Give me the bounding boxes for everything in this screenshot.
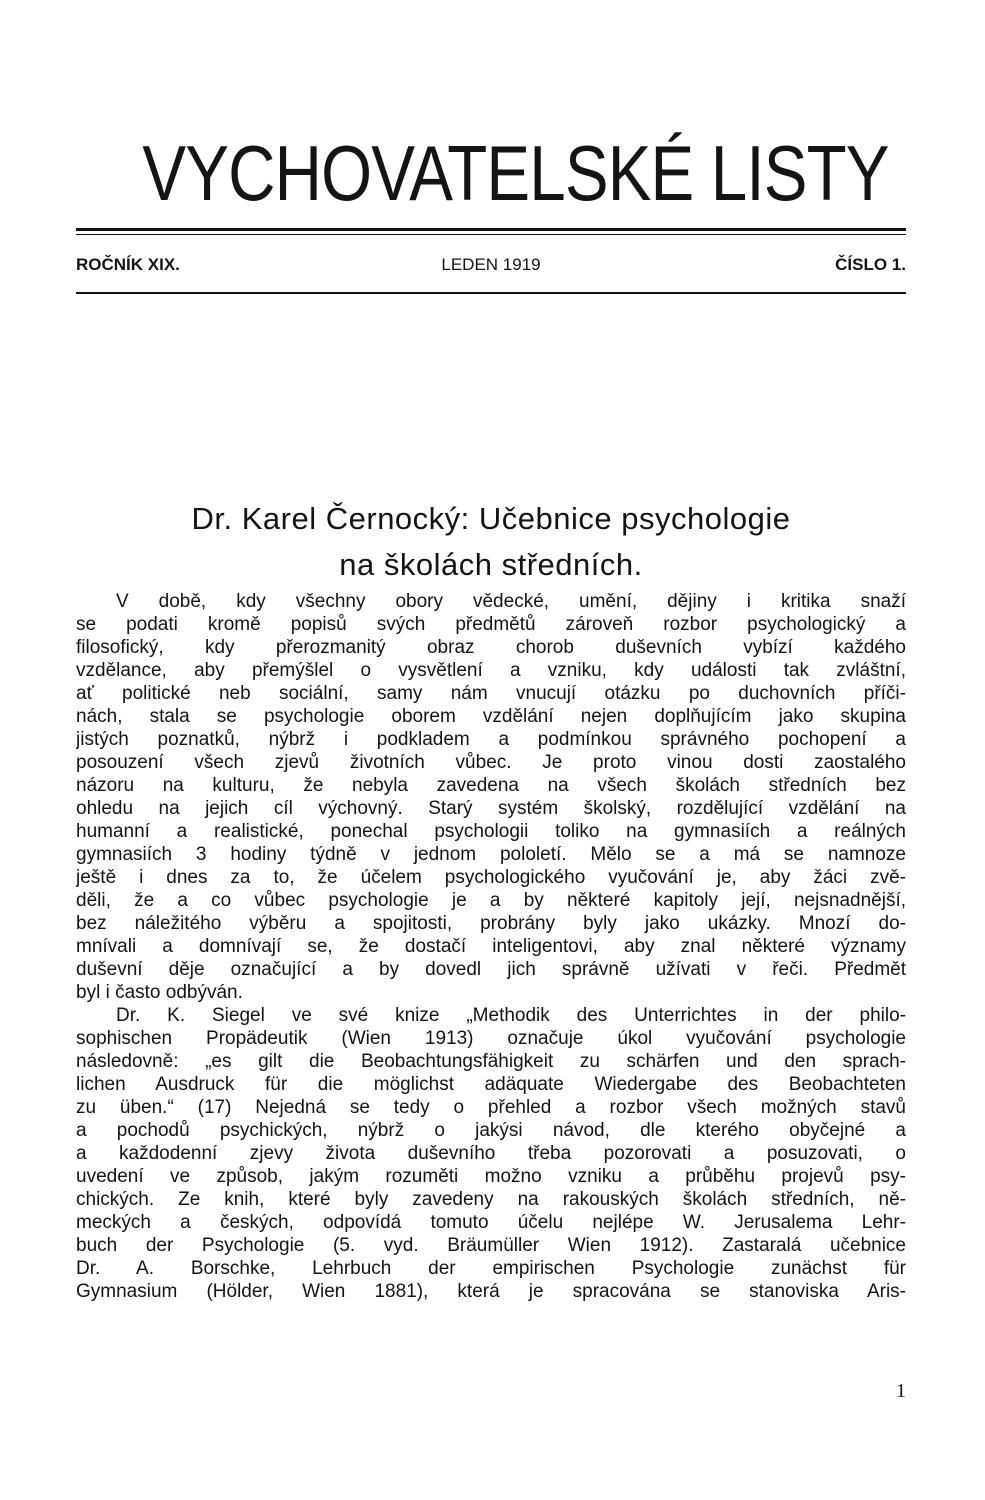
masthead-rule-thin — [76, 234, 906, 235]
article-title-line: na školách středních. — [339, 547, 643, 582]
issue-line-rule — [76, 292, 906, 294]
issue-line — [76, 255, 906, 279]
article-body — [76, 590, 906, 1303]
text-line: gymnasiích 3 hodiny týdně v jednom pololetí. Mělo se a má se namnoze — [76, 844, 906, 865]
text-line: ohledu na jejich cíl výchovný. Starý systém školský, rozdělující vzdělání na — [76, 798, 906, 819]
text-line: zu üben.“ (17) Nejedná se tedy o přehled a rozbor všech možných stavů — [76, 1097, 906, 1118]
page-number: 1 — [896, 1380, 906, 1402]
text-line: chických. Ze knih, které byly zavedeny na rakouských školách středních, ně- — [76, 1189, 906, 1210]
text-line: meckých a českých, odpovídá tomuto účelu nejlépe W. Jerusalema Lehr- — [76, 1212, 906, 1233]
text-line: duševní děje označující a by dovedl jich správně užívati v řeči. Předmět — [76, 959, 906, 980]
volume-number: ROČNÍK XIX. — [76, 255, 180, 274]
text-line: vzdělance, aby přemýšlel o vysvětlení a vzniku, kdy události tak zvláštní, — [76, 660, 906, 681]
text-line: ještě i dnes za to, že účelem psychologického vyučování je, aby žáci zvě- — [76, 867, 906, 888]
text-line: sophischen Propädeutik (Wien 1913) označuje úkol vyučování psychologie — [76, 1028, 906, 1049]
journal-title: VYCHOVATELSKÉ LISTY — [142, 129, 889, 217]
text-line: Gymnasium (Hölder, Wien 1881), která je spracována se stanoviska Aris- — [76, 1281, 906, 1302]
article-title-line: Dr. Karel Černocký: Učebnice psychologie — [191, 501, 791, 536]
text-line: mnívali a domnívají se, že dostačí inteligentovi, aby znal některé významy — [76, 936, 906, 957]
text-line: humanní a realistické, ponechal psychologii toliko na gymnasiích a reálných — [76, 821, 906, 842]
article-title — [76, 496, 906, 588]
text-line: lichen Ausdruck für die möglichst adäquate Wiedergabe des Beobachteten — [76, 1074, 906, 1095]
text-line: názoru na kulturu, že nebyla zavedena na všech školách středních bez — [76, 775, 906, 796]
masthead-rule-top — [76, 228, 906, 231]
text-line: následovně: „es gilt die Beobachtungsfähigkeit zu schärfen und den sprach- — [76, 1051, 906, 1072]
text-line: buch der Psychologie (5. vyd. Bräumüller Wien 1912). Zastaralá učebnice — [76, 1235, 906, 1256]
text-line: uvedení ve způsob, jakým rozuměti možno vzniku a průběhu projevů psy- — [76, 1166, 906, 1187]
text-line: a pochodů psychických, nýbrž o jakýsi návod, dle kterého obyčejné a — [76, 1120, 906, 1141]
text-line: ať politické neb sociální, samy nám vnucují otázku po duchovních příči- — [76, 683, 906, 704]
text-line: posouzení všech zjevů životních vůbec. Je proto vinou dosti zaostalého — [76, 752, 906, 773]
text-line: se podati kromě popisů svých předmětů zároveň rozbor psychologický a — [76, 614, 906, 635]
text-line: Dr. A. Borschke, Lehrbuch der empirischen Psychologie zunächst für — [76, 1258, 906, 1279]
text-line: bez náležitého výběru a spojitosti, probrány byly jako ukázky. Mnozí do- — [76, 913, 906, 934]
text-line: děli, že a co vůbec psychologie je a by některé kapitoly její, nejsnadnější, — [76, 890, 906, 911]
issue-number: ČÍSLO 1. — [835, 255, 906, 274]
text-line: a každodenní zjevy života duševního třeba pozorovati a posuzovati, o — [76, 1143, 906, 1164]
text-line: V době, kdy všechny obory vědecké, umění, dějiny i kritika snaží — [116, 591, 906, 612]
text-line: Dr. K. Siegel ve své knize „Methodik des Unterrichtes in der philo- — [116, 1005, 906, 1026]
text-line: nách, stala se psychologie oborem vzdělání nejen doplňujícím jako skupina — [76, 706, 906, 727]
issue-date: LEDEN 1919 — [441, 255, 541, 274]
text-line: jistých poznatků, nýbrž i podkladem a podmínkou správného pochopení a — [76, 729, 906, 750]
text-line: filosofický, kdy přerozmanitý obraz chorob duševních vybízí každého — [76, 637, 906, 658]
text-line: byl i často odbýván. — [76, 982, 243, 1003]
